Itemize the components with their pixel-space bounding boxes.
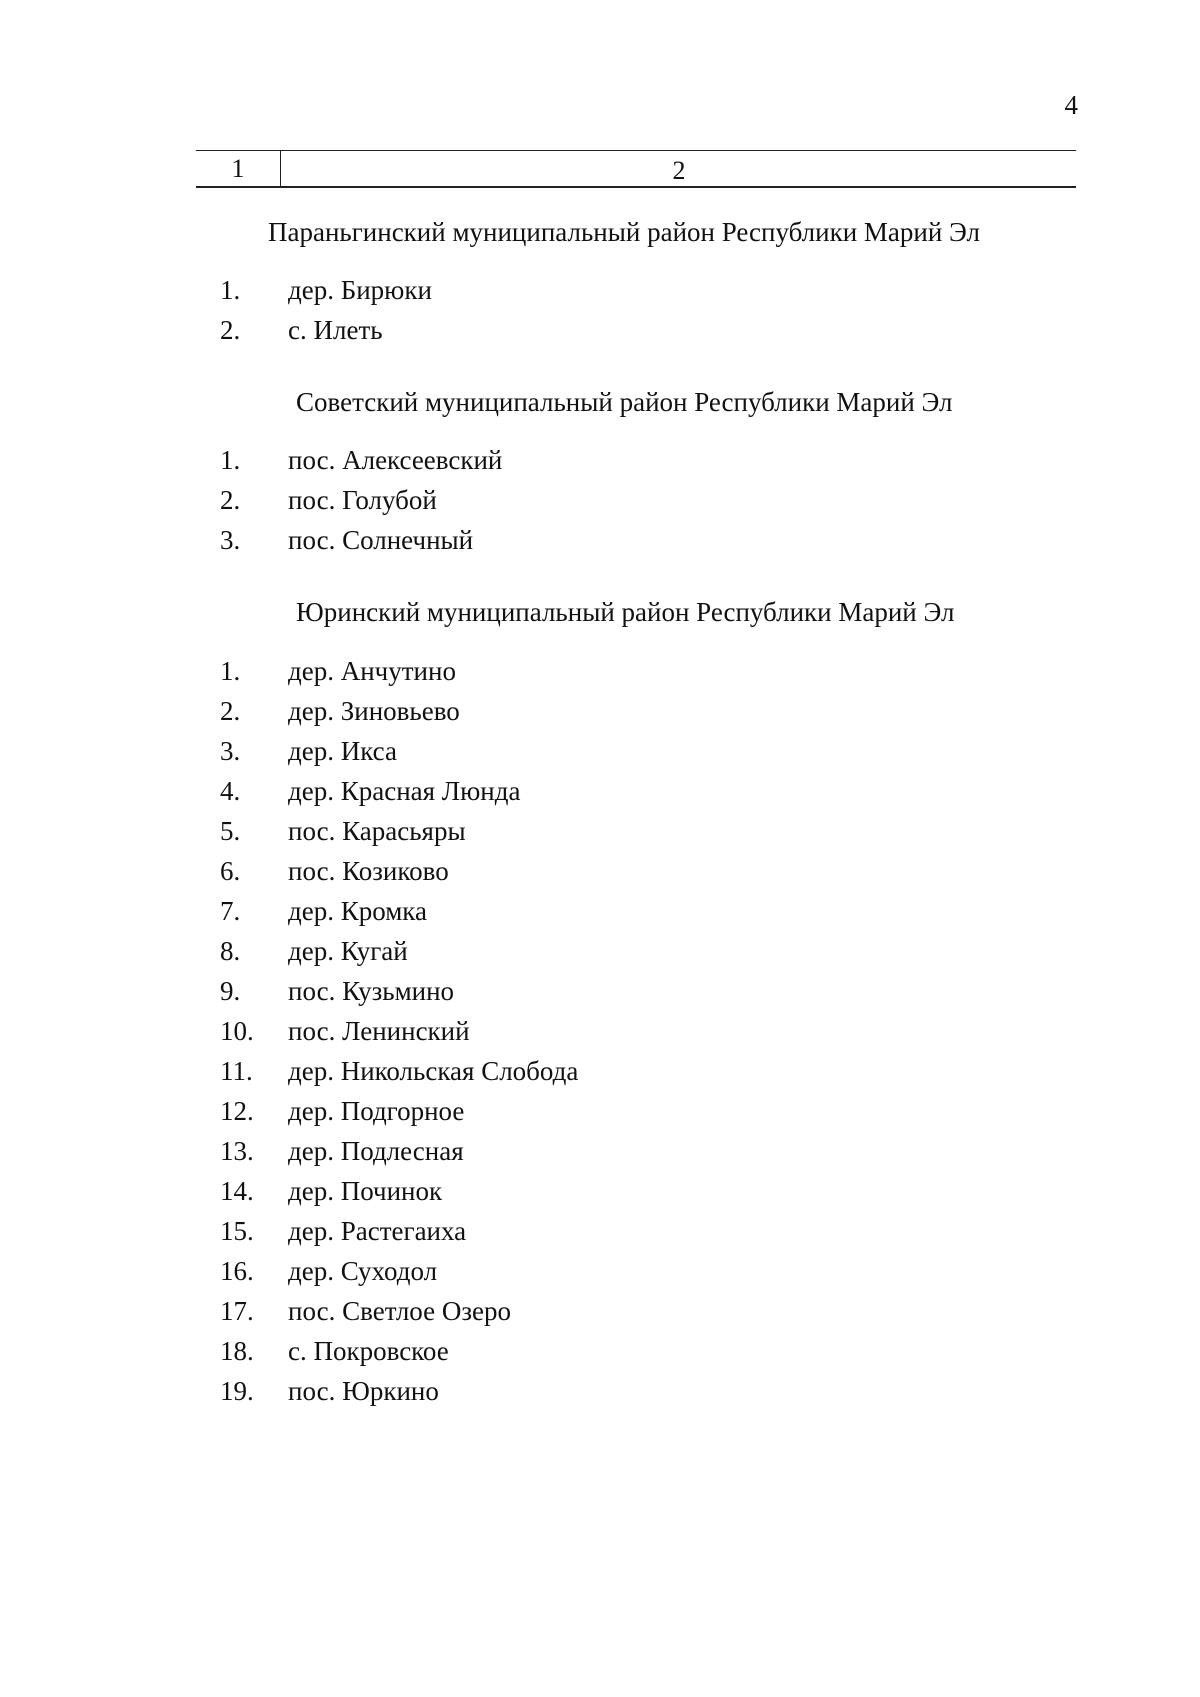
item-name: пос. Козиково [288, 856, 449, 886]
item-name: дер. Икса [288, 736, 397, 766]
list-item [0, 811, 1200, 851]
list-item [0, 1091, 1200, 1131]
item-number: 3. [220, 525, 241, 555]
item-number: 5. [220, 816, 241, 846]
item-name: пос. Карасьяры [288, 816, 466, 846]
item-number: 4. [220, 776, 241, 806]
item-number: 7. [220, 896, 241, 926]
list-item [0, 731, 1200, 771]
item-name: пос. Светлое Озеро [288, 1296, 512, 1326]
list-item [0, 971, 1200, 1011]
item-name: дер. Зиновьево [288, 696, 460, 726]
list-item [0, 1171, 1200, 1211]
list-item [0, 480, 1200, 520]
section-title: Параньгинский муниципальный район Республики Марий Эл [268, 217, 980, 247]
list-item [0, 1131, 1200, 1171]
item-number: 19. [220, 1376, 254, 1406]
list-item [0, 1211, 1200, 1251]
list-item [0, 931, 1200, 971]
item-number: 11. [220, 1056, 253, 1086]
item-name: пос. Ленинский [288, 1016, 470, 1046]
item-name: дер. Бирюки [288, 275, 432, 305]
column-header-row [196, 150, 1076, 188]
item-name: с. Покровское [288, 1336, 449, 1366]
item-name: дер. Кугай [288, 936, 408, 966]
item-name: дер. Никольская Слобода [288, 1056, 579, 1086]
section-title: Советский муниципальный район Республики Марий Эл [296, 387, 953, 417]
settlement-list [0, 651, 1200, 1411]
list-item [0, 691, 1200, 731]
item-number: 15. [220, 1216, 254, 1246]
section-title: Юринский муниципальный район Республики Марий Эл [296, 597, 955, 627]
list-item [0, 1251, 1200, 1291]
settlement-list [0, 270, 1200, 350]
item-name: пос. Голубой [288, 485, 437, 515]
item-name: дер. Анчутино [288, 656, 456, 686]
list-item [0, 310, 1200, 350]
item-number: 17. [220, 1296, 254, 1326]
list-item [0, 891, 1200, 931]
list-item [0, 520, 1200, 560]
column-header-1: 1 [231, 154, 245, 183]
item-number: 1. [220, 275, 241, 305]
item-name: дер. Красная Люнда [288, 776, 521, 806]
item-name: с. Илеть [288, 315, 383, 345]
item-number: 18. [220, 1336, 254, 1366]
item-number: 2. [220, 696, 241, 726]
item-number: 10. [220, 1016, 254, 1046]
list-item [0, 851, 1200, 891]
list-item [0, 771, 1200, 811]
list-item [0, 1331, 1200, 1371]
item-name: дер. Растегаиха [288, 1216, 467, 1246]
item-number: 12. [220, 1096, 254, 1126]
list-item [0, 1051, 1200, 1091]
item-number: 1. [220, 445, 241, 475]
item-name: пос. Алексеевский [288, 445, 503, 475]
item-number: 6. [220, 856, 241, 886]
item-name: дер. Подлесная [288, 1136, 464, 1166]
item-name: пос. Солнечный [288, 525, 474, 555]
item-name: дер. Кромка [288, 896, 427, 926]
item-number: 13. [220, 1136, 254, 1166]
item-name: пос. Кузьмино [288, 976, 455, 1006]
page-number: 4 [1064, 90, 1078, 120]
item-name: дер. Суходол [288, 1256, 438, 1286]
list-item [0, 651, 1200, 691]
item-number: 9. [220, 976, 241, 1006]
column-header-2: 2 [672, 156, 686, 185]
item-number: 3. [220, 736, 241, 766]
item-name: дер. Починок [288, 1176, 443, 1206]
header-top-rule [196, 150, 1076, 151]
header-bottom-rule [196, 186, 1076, 188]
list-item [0, 1291, 1200, 1331]
list-item [0, 270, 1200, 310]
list-item [0, 1371, 1200, 1411]
item-number: 1. [220, 656, 241, 686]
item-name: пос. Юркино [288, 1376, 439, 1406]
item-number: 2. [220, 485, 241, 515]
item-name: дер. Подгорное [288, 1096, 465, 1126]
item-number: 14. [220, 1176, 254, 1206]
list-item [0, 1011, 1200, 1051]
list-item [0, 440, 1200, 480]
item-number: 8. [220, 936, 241, 966]
settlement-list [0, 440, 1200, 560]
item-number: 16. [220, 1256, 254, 1286]
item-number: 2. [220, 315, 241, 345]
header-column-divider [280, 150, 281, 188]
